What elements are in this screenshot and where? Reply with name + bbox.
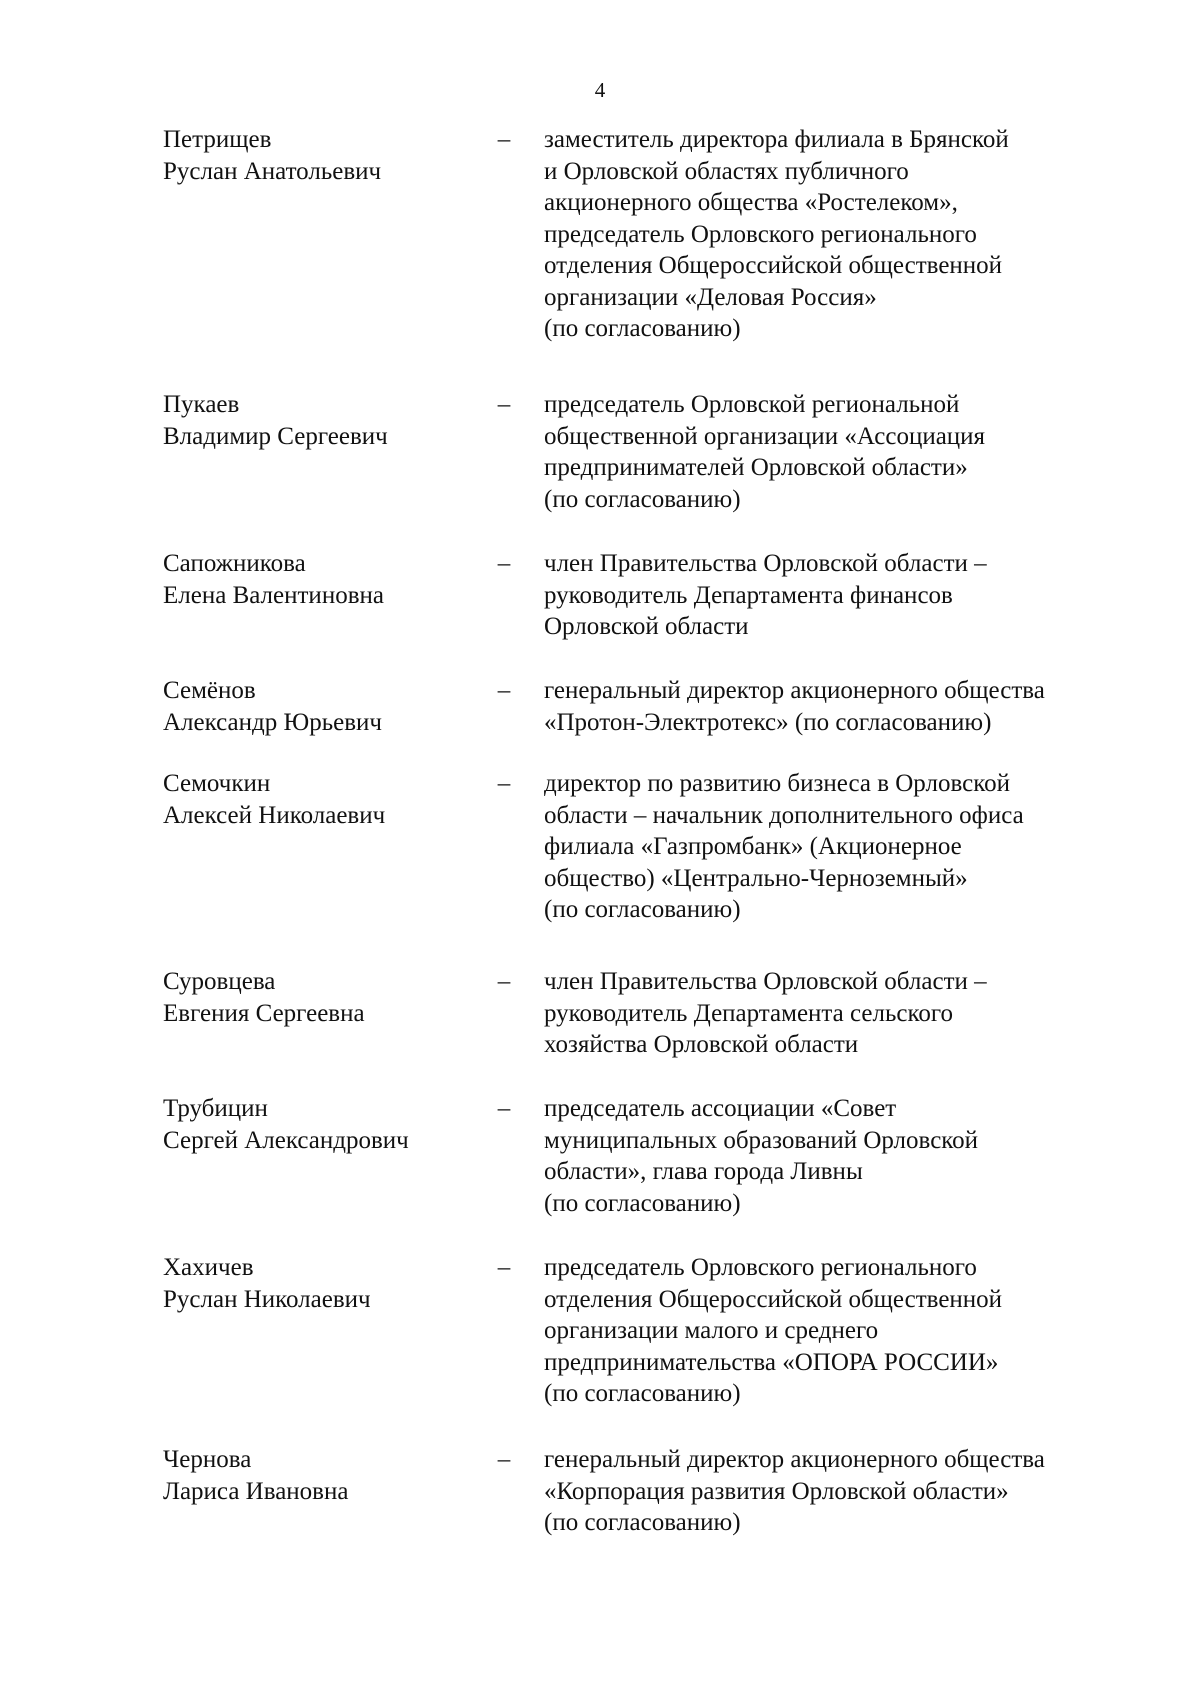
position-line: акционерного общества «Ростелеком», <box>544 189 958 216</box>
member-given-names: Александр Юрьевич <box>163 708 382 736</box>
position-line: организации «Деловая Россия» <box>544 283 877 311</box>
position-line: член Правительства Орловской области – <box>544 968 987 995</box>
member-position <box>544 675 1124 738</box>
member-position <box>544 389 1124 515</box>
position-line: Орловской области <box>544 613 749 640</box>
position-line: (по согласованию) <box>544 896 741 923</box>
position-line: и Орловской областях публичного <box>544 157 909 185</box>
position-line: «Протон-Электротекс» (по согласованию) <box>544 708 992 736</box>
member-name <box>163 548 473 611</box>
position-line: (по согласованию) <box>544 485 741 513</box>
member-name <box>163 966 473 1029</box>
member-surname: Хахичев <box>163 1254 254 1281</box>
member-name <box>163 389 473 452</box>
member-name <box>163 1444 473 1507</box>
member-position <box>544 1252 1124 1410</box>
member-name <box>163 675 473 738</box>
member-position <box>544 124 1124 345</box>
dash-separator: – <box>497 1254 511 1281</box>
member-position <box>544 1093 1124 1219</box>
position-line: председатель Орловского регионального <box>544 220 977 248</box>
position-line: (по согласованию) <box>544 1509 741 1536</box>
member-given-names: Владимир Сергеевич <box>163 422 388 450</box>
position-line: (по согласованию) <box>544 1380 741 1407</box>
member-position <box>544 966 1124 1061</box>
position-line: «Корпорация развития Орловской области» <box>544 1477 1009 1505</box>
position-line: генеральный директор акционерного общества <box>544 677 1045 704</box>
position-line: отделения Общероссийской общественной <box>544 252 1003 279</box>
member-given-names: Сергей Александрович <box>163 1126 409 1154</box>
page-number: 4 <box>594 78 606 102</box>
position-line: хозяйства Орловской области <box>544 1031 859 1058</box>
position-line: предпринимателей Орловской области» <box>544 454 968 481</box>
dash-separator: – <box>497 550 511 577</box>
position-line: руководитель Департамента сельского <box>544 999 953 1027</box>
member-name <box>163 768 473 831</box>
member-name <box>163 1252 473 1315</box>
position-line: член Правительства Орловской области – <box>544 550 987 577</box>
dash-separator: – <box>497 770 511 797</box>
position-line: (по согласованию) <box>544 315 741 342</box>
member-surname: Чернова <box>163 1446 252 1473</box>
dash-separator: – <box>497 1446 511 1473</box>
member-position <box>544 1444 1124 1539</box>
position-line: заместитель директора филиала в Брянской <box>544 126 1009 153</box>
member-surname: Семочкин <box>163 770 271 797</box>
position-line: председатель Орловского регионального <box>544 1254 977 1281</box>
position-line: филиала «Газпромбанк» (Акционерное <box>544 833 962 860</box>
position-line: области – начальник дополнительного офиса <box>544 801 1024 829</box>
member-name <box>163 1093 473 1156</box>
position-line: муниципальных образований Орловской <box>544 1126 979 1154</box>
member-surname: Петрищев <box>163 126 272 153</box>
position-line: отделения Общероссийской общественной <box>544 1285 1003 1313</box>
dash-separator: – <box>497 126 511 153</box>
member-surname: Семёнов <box>163 677 256 704</box>
member-surname: Суровцева <box>163 968 276 995</box>
member-given-names: Лариса Ивановна <box>163 1477 349 1505</box>
member-name <box>163 124 473 187</box>
position-line: предпринимательства «ОПОРА РОССИИ» <box>544 1348 999 1376</box>
position-line: руководитель Департамента финансов <box>544 581 953 609</box>
position-line: председатель ассоциации «Совет <box>544 1095 897 1122</box>
position-line: организации малого и среднего <box>544 1317 879 1344</box>
position-line: общественной организации «Ассоциация <box>544 422 986 450</box>
member-given-names: Алексей Николаевич <box>163 801 386 829</box>
member-given-names: Елена Валентиновна <box>163 581 384 609</box>
position-line: области», глава города Ливны <box>544 1158 863 1185</box>
member-given-names: Евгения Сергеевна <box>163 999 365 1027</box>
member-position <box>544 548 1124 643</box>
position-line: генеральный директор акционерного общества <box>544 1446 1045 1473</box>
position-line: (по согласованию) <box>544 1189 741 1217</box>
member-position <box>544 768 1124 926</box>
position-line: директор по развитию бизнеса в Орловской <box>544 770 1010 797</box>
position-line: председатель Орловской региональной <box>544 391 960 418</box>
member-surname: Сапожникова <box>163 550 306 577</box>
member-given-names: Руслан Анатольевич <box>163 157 382 185</box>
dash-separator: – <box>497 391 511 418</box>
dash-separator: – <box>497 1095 511 1122</box>
dash-separator: – <box>497 677 511 704</box>
dash-separator: – <box>497 968 511 995</box>
member-given-names: Руслан Николаевич <box>163 1285 371 1313</box>
member-surname: Трубицин <box>163 1095 268 1122</box>
member-surname: Пукаев <box>163 391 240 418</box>
position-line: общество) «Центрально-Черноземный» <box>544 864 968 892</box>
